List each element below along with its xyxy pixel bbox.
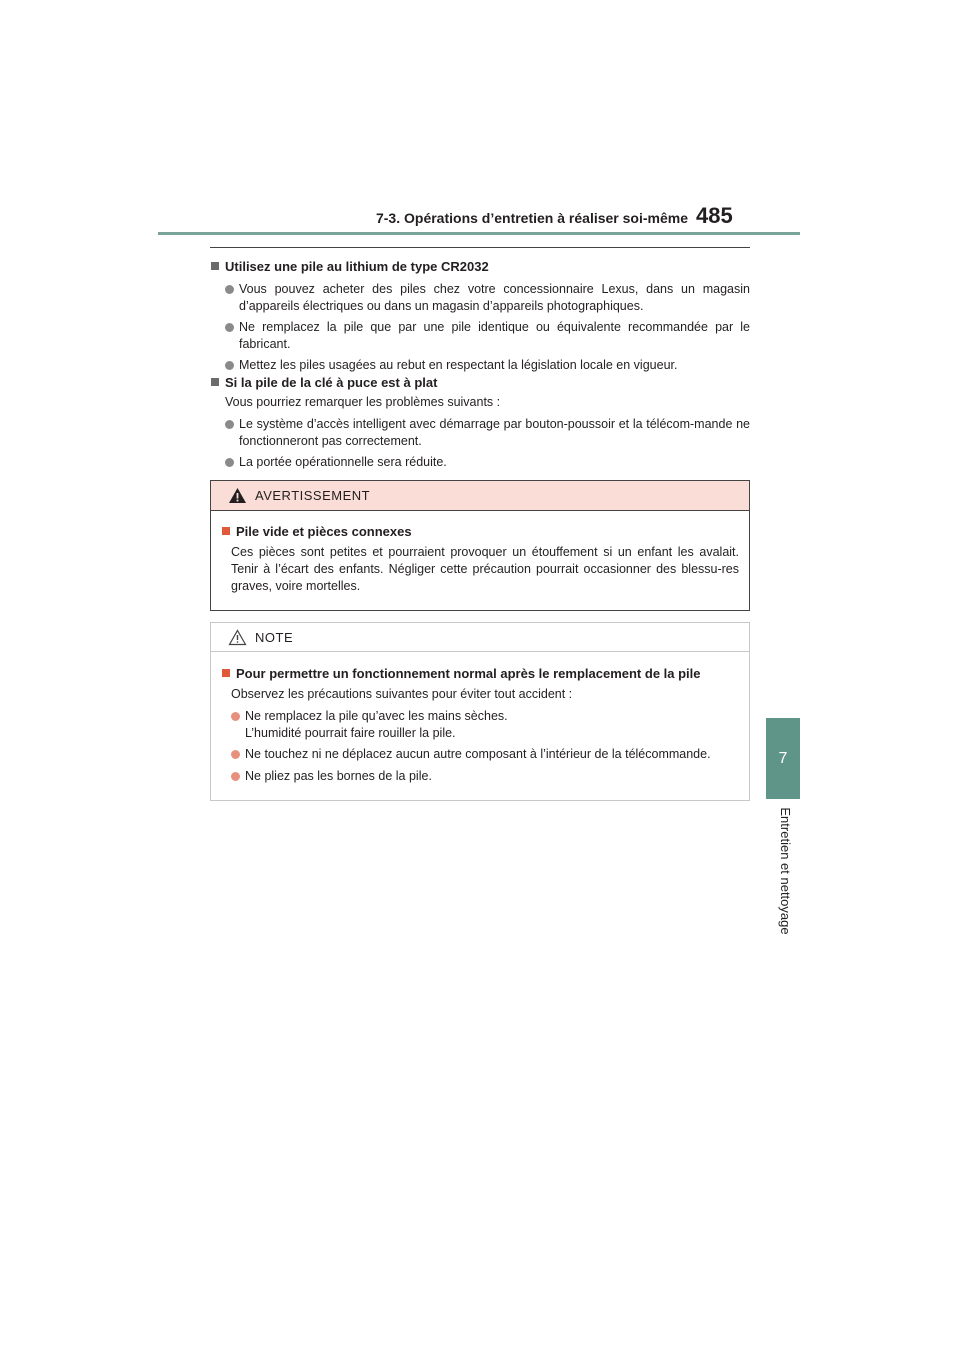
section-square-marker xyxy=(222,669,230,677)
section-square-marker xyxy=(222,527,230,535)
warning-header xyxy=(211,481,749,511)
bullet-dot-icon xyxy=(231,712,240,721)
section-square-marker xyxy=(211,262,219,270)
list-item: Ne pliez pas les bornes de la pile. xyxy=(231,768,739,785)
note-heading: Pour permettre un fonctionnement normal après le remplacement de la pile xyxy=(221,665,739,682)
list-item: La portée opérationnelle sera réduite. xyxy=(225,454,750,471)
bullet-dot-icon xyxy=(225,285,234,294)
page-number: 485 xyxy=(696,203,733,228)
section-battery-type xyxy=(210,258,750,374)
list-item: Ne remplacez la pile que par une pile identique ou équivalente recommandée par le fabricant. xyxy=(225,319,750,352)
section-dead-battery xyxy=(210,374,750,471)
list-item: Mettez les piles usagées au rebut en respectant la législation locale en vigueur. xyxy=(225,357,750,374)
warning-text: Ces pièces sont petites et pourraient provoquer un étouffement si un enfant les avalait. Tenir à l’écart des enfants. Négliger cette précaution pourrait occasionner des blessu-res graves, voire mortelles. xyxy=(231,545,739,593)
section-heading: Si la pile de la clé à puce est à plat xyxy=(210,374,750,391)
note-bullet-text: Ne remplacez la pile qu’avec les mains sèches. xyxy=(245,709,508,723)
list-item xyxy=(231,708,739,741)
bullet-dot-icon xyxy=(225,420,234,429)
warning-body xyxy=(211,511,749,595)
section-heading: Utilisez une pile au lithium de type CR2032 xyxy=(210,258,750,275)
bullet-dot-icon xyxy=(231,750,240,759)
bullet-dot-icon xyxy=(225,323,234,332)
note-intro: Observez les précautions suivantes pour éviter tout accident : xyxy=(231,687,573,701)
bullet-dot-icon xyxy=(225,458,234,467)
list-item: Vous pouvez acheter des piles chez votre concessionnaire Lexus, dans un magasin d’appareils électriques ou dans un magasin d’appareils photographiques. xyxy=(225,281,750,314)
chapter-tab: 7 xyxy=(766,718,800,799)
note-box xyxy=(210,622,750,801)
warning-title: AVERTISSEMENT xyxy=(255,488,371,503)
note-bullet-subtext: L’humidité pourrait faire rouiller la pile. xyxy=(245,725,456,740)
warning-box xyxy=(210,480,750,611)
header-rule xyxy=(158,232,800,235)
section-square-marker xyxy=(211,378,219,386)
section-intro: Vous pourriez remarquer les problèmes suivants : xyxy=(225,395,501,409)
content-rule xyxy=(210,247,750,248)
note-title: NOTE xyxy=(255,629,294,645)
list-item: Ne touchez ni ne déplacez aucun autre composant à l’intérieur de la télécommande. xyxy=(231,746,739,763)
bullet-dot-icon xyxy=(225,361,234,370)
note-body xyxy=(211,652,749,784)
note-header xyxy=(211,623,749,652)
bullet-dot-icon xyxy=(231,772,240,781)
warning-triangle-icon xyxy=(228,487,247,504)
list-item: Le système d’accès intelligent avec démarrage par bouton-poussoir et la télécom-mande ne fonctionneront pas correctement. xyxy=(225,416,750,449)
header-section-title: 7-3. Opérations d’entretien à réaliser soi-même xyxy=(375,210,688,226)
caution-triangle-outline-icon xyxy=(228,629,247,646)
chapter-label: Entretien et nettoyage xyxy=(778,807,793,935)
warning-heading: Pile vide et pièces connexes xyxy=(221,523,739,540)
